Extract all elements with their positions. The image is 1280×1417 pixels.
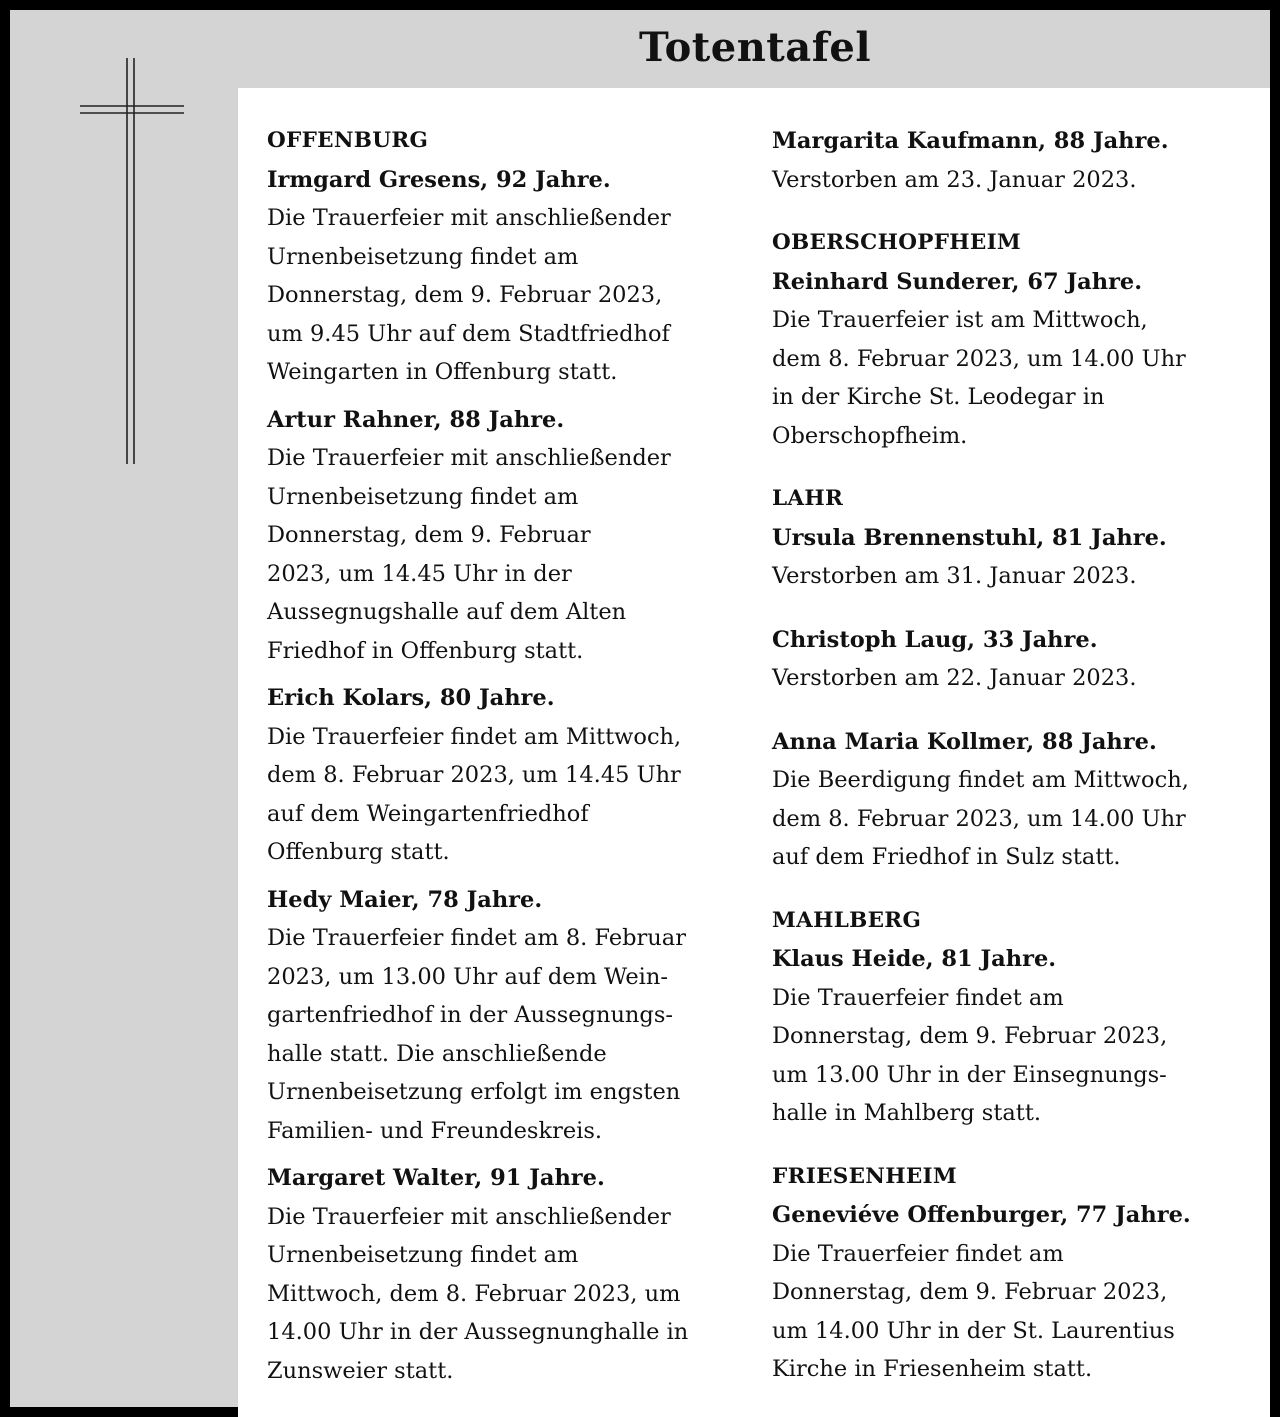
- ceremony-text: Zunsweier statt.: [267, 1357, 454, 1384]
- ceremony-text: Die Trauerfeier mit anschließender: [267, 1203, 671, 1230]
- ceremony-text: 2023, um 13.00 Uhr auf dem Wein-: [267, 963, 668, 990]
- deceased-name: Geneviéve Offenburger, 77 Jahre.: [772, 1202, 1191, 1228]
- ceremony-text: in der Kirche St. Leodegar in: [772, 384, 1105, 410]
- ceremony-text: Die Trauerfeier findet am: [772, 984, 1064, 1011]
- ceremony-text: um 9.45 Uhr auf dem Stadtfriedhof: [267, 320, 670, 347]
- ceremony-text: Die Trauerfeier ist am Mittwoch,: [772, 307, 1148, 333]
- town-heading: OBERSCHOPFHEIM: [772, 230, 1022, 255]
- obituary-entry: [772, 480, 1252, 596]
- obituary-entry: [772, 723, 1252, 877]
- ceremony-text: gartenfriedhof in der Aussegnungs-: [267, 1002, 673, 1028]
- ceremony-text: dem 8. Februar 2023, um 14.45 Uhr: [267, 762, 681, 788]
- obituary-entry: [772, 224, 1252, 455]
- ceremony-text: Mittwoch, dem 8. Februar 2023, um: [267, 1280, 681, 1307]
- obituary-entry: [267, 122, 737, 392]
- deceased-name: Margarita Kaufmann, 88 Jahre.: [772, 128, 1169, 154]
- deceased-name: Christoph Laug, 33 Jahre.: [772, 626, 1098, 653]
- town-heading: LAHR: [772, 486, 844, 511]
- town-heading: MAHLBERG: [772, 907, 922, 933]
- deceased-name: Reinhard Sunderer, 67 Jahre.: [772, 268, 1143, 295]
- ceremony-text: auf dem Friedhof in Sulz statt.: [772, 844, 1121, 870]
- right-column: [772, 122, 1252, 1414]
- ceremony-text: 2023, um 14.45 Uhr in der: [267, 560, 572, 587]
- obituary-entry: [772, 621, 1252, 698]
- ceremony-text: Familien- und Freundeskreis.: [267, 1117, 603, 1144]
- obituary-entry: [267, 679, 737, 872]
- deceased-name: Anna Maria Kollmer, 88 Jahre.: [772, 728, 1157, 755]
- deceased-name: Erich Kolars, 80 Jahre.: [267, 685, 555, 711]
- ceremony-text: Donnerstag, dem 9. Februar 2023,: [772, 1023, 1168, 1049]
- obituary-entry: [267, 1159, 737, 1390]
- town-heading: FRIESENHEIM: [772, 1163, 958, 1189]
- ceremony-text: um 13.00 Uhr in der Einsegnungs-: [772, 1061, 1167, 1088]
- ceremony-text: Kirche in Friesenheim statt.: [772, 1356, 1093, 1382]
- obituary-panel: [238, 88, 1270, 1417]
- ceremony-text: Urnenbeisetzung findet am: [267, 483, 579, 510]
- ceremony-text: Donnerstag, dem 9. Februar 2023,: [772, 1279, 1168, 1305]
- deceased-name: Hedy Maier, 78 Jahre.: [267, 886, 543, 913]
- ceremony-text: Die Trauerfeier findet am: [772, 1240, 1064, 1267]
- obituary-entry: [772, 122, 1252, 199]
- ceremony-text: dem 8. Februar 2023, um 14.00 Uhr: [772, 345, 1186, 372]
- ceremony-text: Die Beerdigung findet am Mittwoch,: [772, 767, 1189, 793]
- obituary-entry: [772, 902, 1252, 1133]
- ceremony-text: Verstorben am 22. Januar 2023.: [772, 665, 1137, 691]
- ceremony-text: Donnerstag, dem 9. Februar 2023,: [267, 282, 663, 308]
- page-title: Totentafel: [638, 24, 872, 71]
- obituary-entry: [267, 881, 737, 1151]
- deceased-name: Irmgard Gresens, 92 Jahre.: [267, 166, 611, 193]
- ceremony-text: Weingarten in Offenburg statt.: [267, 359, 618, 385]
- ceremony-text: Urnenbeisetzung findet am: [267, 243, 579, 270]
- town-heading: OFFENBURG: [267, 128, 429, 153]
- ceremony-text: halle statt. Die anschließende: [267, 1040, 607, 1067]
- ceremony-text: Die Trauerfeier mit anschließender: [267, 205, 671, 231]
- ceremony-text: Die Trauerfeier findet am 8. Februar: [267, 925, 686, 951]
- ceremony-text: Donnerstag, dem 9. Februar: [267, 522, 591, 548]
- ceremony-text: 14.00 Uhr in der Aussegnunghalle in: [267, 1319, 689, 1345]
- deceased-name: Artur Rahner, 88 Jahre.: [267, 406, 565, 433]
- ceremony-text: Verstorben am 23. Januar 2023.: [772, 166, 1137, 193]
- ceremony-text: Die Trauerfeier findet am Mittwoch,: [267, 723, 682, 750]
- obituary-entry: [267, 401, 737, 671]
- left-column: [267, 122, 737, 1399]
- cross-icon: [72, 48, 192, 468]
- ceremony-text: Friedhof in Offenburg statt.: [267, 637, 584, 664]
- ceremony-text: halle in Mahlberg statt.: [772, 1100, 1042, 1126]
- ceremony-text: Verstorben am 31. Januar 2023.: [772, 563, 1137, 589]
- obituary-entry: [772, 1158, 1252, 1389]
- ceremony-text: Oberschopfheim.: [772, 422, 968, 449]
- ceremony-text: Urnenbeisetzung findet am: [267, 1242, 579, 1268]
- ceremony-text: Aussegnugshalle auf dem Alten: [267, 599, 627, 625]
- ceremony-text: auf dem Weingartenfriedhof: [267, 800, 589, 827]
- ceremony-text: dem 8. Februar 2023, um 14.00 Uhr: [772, 805, 1186, 832]
- ceremony-text: Offenburg statt.: [267, 839, 450, 865]
- ceremony-text: Die Trauerfeier mit anschließender: [267, 445, 671, 471]
- deceased-name: Klaus Heide, 81 Jahre.: [772, 946, 1057, 972]
- deceased-name: Ursula Brennenstuhl, 81 Jahre.: [772, 524, 1167, 551]
- ceremony-text: Urnenbeisetzung erfolgt im engsten: [267, 1079, 681, 1105]
- deceased-name: Margaret Walter, 91 Jahre.: [267, 1165, 605, 1191]
- ceremony-text: um 14.00 Uhr in der St. Laurentius: [772, 1317, 1175, 1344]
